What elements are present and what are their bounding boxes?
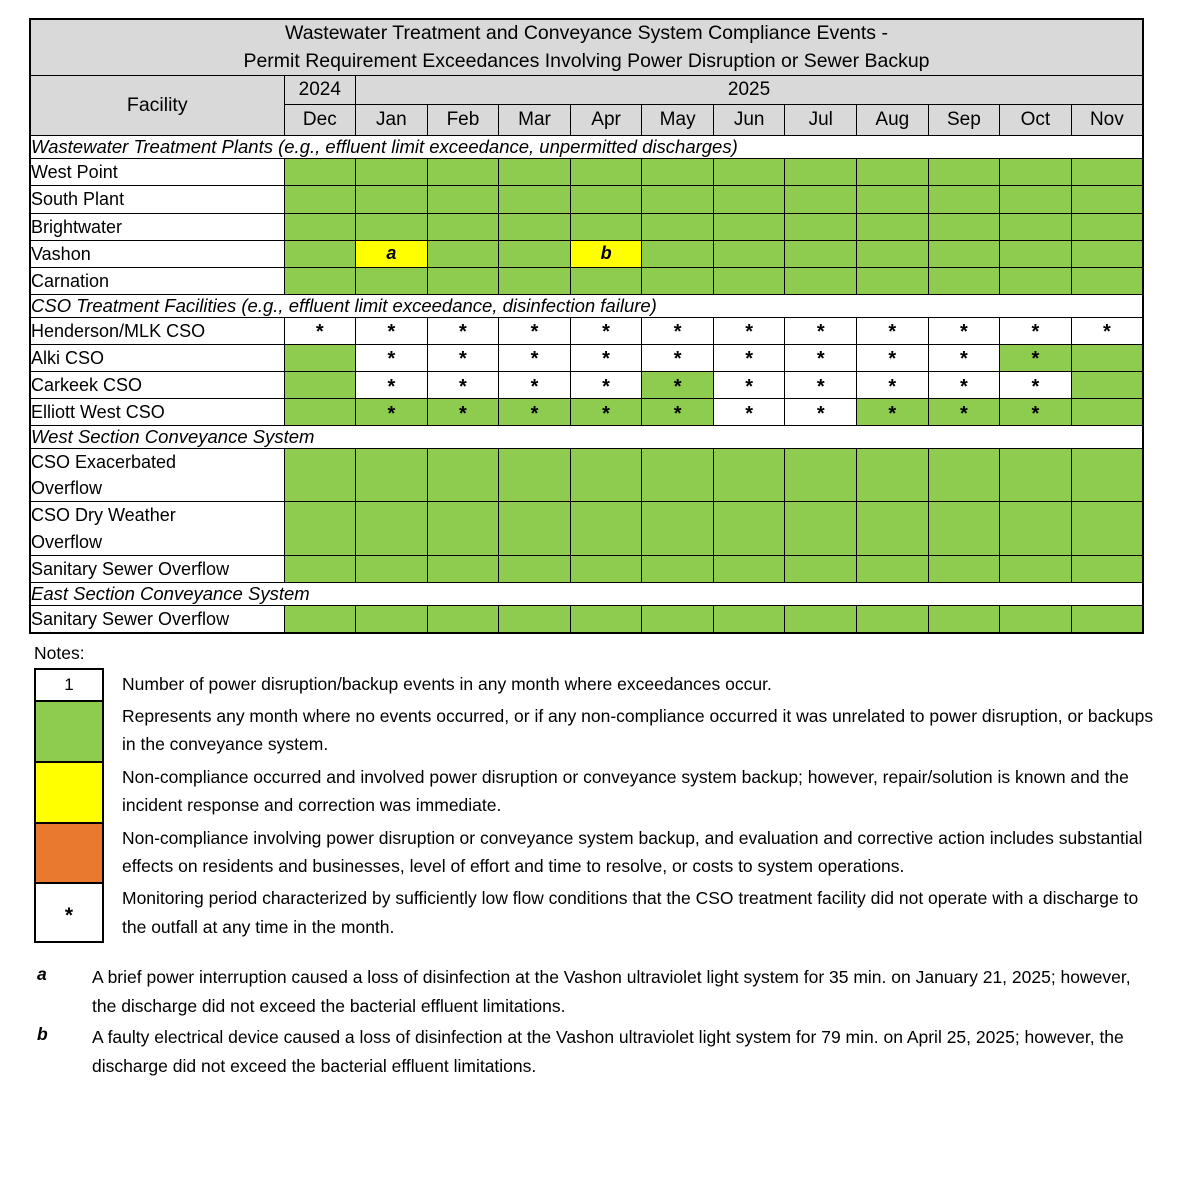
status-cell bbox=[713, 267, 785, 294]
status-cell bbox=[1071, 449, 1143, 502]
asterisk-icon: * bbox=[387, 348, 396, 371]
facility-label: South Plant bbox=[30, 186, 284, 213]
table-row bbox=[30, 555, 1143, 582]
status-cell bbox=[785, 317, 857, 344]
month-header-dec: Dec bbox=[284, 105, 356, 136]
status-cell bbox=[356, 344, 428, 371]
asterisk-icon: * bbox=[459, 402, 467, 425]
status-cell bbox=[785, 449, 857, 502]
section-heading-row bbox=[30, 136, 1143, 159]
section-heading-row bbox=[30, 582, 1143, 605]
table-row bbox=[30, 605, 1143, 633]
status-cell bbox=[713, 344, 785, 371]
month-header-jun: Jun bbox=[713, 105, 785, 136]
status-cell bbox=[642, 317, 714, 344]
table-row bbox=[30, 213, 1143, 240]
legend-swatch-green bbox=[34, 700, 104, 761]
status-cell bbox=[499, 502, 571, 555]
status-cell bbox=[857, 372, 929, 399]
notes-heading: Notes: bbox=[34, 642, 85, 663]
status-cell bbox=[284, 159, 356, 186]
asterisk-icon: * bbox=[959, 375, 968, 398]
status-cell bbox=[1071, 502, 1143, 555]
status-cell bbox=[857, 317, 929, 344]
status-cell bbox=[1071, 213, 1143, 240]
compliance-table-body bbox=[30, 19, 1143, 633]
status-cell bbox=[284, 555, 356, 582]
footnotes bbox=[37, 963, 1154, 1081]
asterisk-icon: * bbox=[816, 375, 825, 398]
asterisk-icon: * bbox=[959, 321, 968, 344]
status-cell bbox=[570, 267, 642, 294]
status-cell bbox=[1000, 159, 1072, 186]
facility-label: Elliott West CSO bbox=[30, 399, 284, 426]
status-cell bbox=[1000, 372, 1072, 399]
legend-description: Non-compliance occurred and involved power disruption or conveyance system backup; however, repair/solution is known and the incident response and correction was immediate. bbox=[122, 766, 1129, 816]
asterisk-icon: * bbox=[602, 402, 610, 425]
status-cell bbox=[713, 449, 785, 502]
section-heading-label: West Section Conveyance System bbox=[30, 426, 1143, 449]
section-heading-row bbox=[30, 294, 1143, 317]
status-cell bbox=[499, 159, 571, 186]
status-cell bbox=[928, 555, 1000, 582]
facility-label: Henderson/MLK CSO bbox=[30, 317, 284, 344]
legend-row bbox=[34, 882, 1154, 943]
table-row bbox=[30, 344, 1143, 371]
asterisk-icon: * bbox=[745, 402, 754, 425]
footnote-row bbox=[37, 1023, 1154, 1081]
asterisk-icon: * bbox=[959, 402, 968, 425]
status-cell bbox=[713, 372, 785, 399]
status-cell bbox=[427, 213, 499, 240]
status-cell bbox=[857, 267, 929, 294]
status-cell bbox=[427, 240, 499, 267]
status-cell bbox=[857, 186, 929, 213]
status-cell bbox=[642, 605, 714, 633]
asterisk-icon: * bbox=[745, 321, 754, 344]
asterisk-icon: * bbox=[1031, 348, 1040, 371]
status-cell bbox=[928, 159, 1000, 186]
status-cell bbox=[1000, 186, 1072, 213]
status-cell bbox=[1000, 449, 1072, 502]
asterisk-icon: * bbox=[459, 375, 467, 398]
status-cell bbox=[857, 240, 929, 267]
status-cell bbox=[570, 213, 642, 240]
status-cell bbox=[1071, 240, 1143, 267]
legend-description: Number of power disruption/backup events in any month where exceedances occur. bbox=[122, 673, 772, 694]
table-row bbox=[30, 240, 1143, 267]
status-cell bbox=[928, 502, 1000, 555]
status-cell bbox=[785, 186, 857, 213]
status-cell bbox=[1000, 502, 1072, 555]
status-cell bbox=[427, 372, 499, 399]
status-cell bbox=[1000, 605, 1072, 633]
status-cell bbox=[356, 213, 428, 240]
asterisk-icon: * bbox=[1031, 321, 1040, 344]
status-cell bbox=[857, 502, 929, 555]
year-header-2024: 2024 bbox=[284, 76, 356, 105]
status-cell bbox=[284, 213, 356, 240]
asterisk-icon: * bbox=[459, 321, 467, 344]
month-header-mar: Mar bbox=[499, 105, 571, 136]
status-cell bbox=[284, 502, 356, 555]
status-cell bbox=[499, 399, 571, 426]
status-cell bbox=[1000, 267, 1072, 294]
status-cell bbox=[427, 605, 499, 633]
footnote-text: A faulty electrical device caused a loss of disinfection at the Vashon ultraviolet light system for 79 min. on April 25, 2025; however, the discharge did not exceed the bacterial effluent limitations. bbox=[92, 1026, 1124, 1077]
year-header-row bbox=[30, 76, 1143, 105]
month-header-jul: Jul bbox=[785, 105, 857, 136]
section-heading-row bbox=[30, 426, 1143, 449]
status-cell bbox=[785, 372, 857, 399]
status-cell bbox=[928, 449, 1000, 502]
status-cell bbox=[356, 240, 428, 267]
status-cell bbox=[642, 159, 714, 186]
asterisk-icon: * bbox=[530, 321, 539, 344]
status-cell bbox=[284, 372, 356, 399]
status-cell bbox=[1071, 555, 1143, 582]
status-cell bbox=[1071, 267, 1143, 294]
status-cell bbox=[427, 186, 499, 213]
status-cell bbox=[857, 449, 929, 502]
status-cell bbox=[785, 555, 857, 582]
table-row bbox=[30, 267, 1143, 294]
status-cell bbox=[713, 605, 785, 633]
status-cell bbox=[284, 605, 356, 633]
status-cell bbox=[356, 159, 428, 186]
status-cell bbox=[928, 605, 1000, 633]
table-row bbox=[30, 317, 1143, 344]
notes-block bbox=[29, 643, 1154, 943]
status-cell bbox=[928, 267, 1000, 294]
status-cell bbox=[642, 372, 714, 399]
legend-description: Represents any month where no events occurred, or if any non-compliance occurred it was unrelated to power disruption, or backups in the conveyance system. bbox=[122, 706, 1154, 755]
status-cell bbox=[928, 399, 1000, 426]
status-cell bbox=[570, 502, 642, 555]
status-cell bbox=[785, 399, 857, 426]
status-cell bbox=[1000, 555, 1072, 582]
status-cell bbox=[570, 344, 642, 371]
status-cell bbox=[427, 159, 499, 186]
facility-label: Alki CSO bbox=[30, 344, 284, 371]
status-cell bbox=[785, 502, 857, 555]
status-cell bbox=[1071, 372, 1143, 399]
table-title-line2: Permit Requirement Exceedances Involving Power Disruption or Sewer Backup bbox=[243, 49, 930, 72]
asterisk-icon: * bbox=[64, 903, 74, 927]
status-cell bbox=[427, 502, 499, 555]
status-cell bbox=[785, 213, 857, 240]
status-cell bbox=[427, 555, 499, 582]
status-cell bbox=[928, 372, 1000, 399]
month-header-jan: Jan bbox=[356, 105, 428, 136]
legend-swatch-white bbox=[34, 668, 104, 700]
table-title-line1: Wastewater Treatment and Conveyance System Compliance Events - bbox=[285, 22, 888, 44]
asterisk-icon: * bbox=[673, 321, 682, 344]
status-cell bbox=[857, 605, 929, 633]
month-header-nov: Nov bbox=[1071, 105, 1143, 136]
status-cell bbox=[857, 344, 929, 371]
asterisk-icon: * bbox=[602, 375, 610, 398]
asterisk-icon: * bbox=[888, 402, 897, 425]
status-cell bbox=[1000, 240, 1072, 267]
status-cell bbox=[642, 240, 714, 267]
section-heading-label: CSO Treatment Facilities (e.g., effluent limit exceedance, disinfection failure) bbox=[30, 294, 1143, 317]
status-cell bbox=[713, 186, 785, 213]
footnote-row bbox=[37, 963, 1154, 1021]
status-cell bbox=[713, 399, 785, 426]
facility-label: CSO Exacerbated Overflow bbox=[30, 449, 284, 502]
month-header-aug: Aug bbox=[857, 105, 929, 136]
asterisk-icon: * bbox=[1102, 321, 1111, 344]
compliance-table bbox=[29, 18, 1144, 634]
legend-swatch-value: 1 bbox=[64, 674, 74, 694]
status-cell bbox=[499, 372, 571, 399]
facility-label: Carnation bbox=[30, 267, 284, 294]
status-cell bbox=[642, 449, 714, 502]
status-cell bbox=[857, 159, 929, 186]
status-cell bbox=[570, 159, 642, 186]
status-cell bbox=[1071, 605, 1143, 633]
asterisk-icon: * bbox=[959, 348, 968, 371]
status-cell bbox=[570, 372, 642, 399]
facility-column-header: Facility bbox=[30, 76, 284, 136]
legend-row bbox=[34, 668, 1154, 700]
table-row bbox=[30, 399, 1143, 426]
status-cell bbox=[284, 399, 356, 426]
footnote-marker: b bbox=[37, 1023, 48, 1044]
status-cell bbox=[284, 317, 356, 344]
facility-label: Carkeek CSO bbox=[30, 372, 284, 399]
asterisk-icon: * bbox=[673, 348, 682, 371]
status-cell bbox=[356, 317, 428, 344]
status-cell bbox=[427, 267, 499, 294]
status-cell bbox=[356, 605, 428, 633]
month-header-oct: Oct bbox=[1000, 105, 1072, 136]
status-cell bbox=[356, 449, 428, 502]
status-cell bbox=[713, 240, 785, 267]
status-cell bbox=[570, 605, 642, 633]
status-cell bbox=[499, 605, 571, 633]
status-cell bbox=[499, 449, 571, 502]
status-cell bbox=[427, 449, 499, 502]
asterisk-icon: * bbox=[602, 348, 610, 371]
status-cell bbox=[713, 317, 785, 344]
status-cell bbox=[928, 240, 1000, 267]
status-cell bbox=[1071, 344, 1143, 371]
status-cell bbox=[785, 267, 857, 294]
legend-row bbox=[34, 761, 1154, 822]
footnote-text: A brief power interruption caused a loss of disinfection at the Vashon ultraviolet light system for 35 min. on January 21, 2025; however, the discharge did not exceed the bacterial effluent limitations. bbox=[92, 966, 1131, 1016]
status-cell bbox=[356, 399, 428, 426]
legend bbox=[34, 668, 1154, 943]
status-cell bbox=[713, 213, 785, 240]
status-cell bbox=[1071, 186, 1143, 213]
status-cell bbox=[857, 213, 929, 240]
footnote-marker: a bbox=[386, 242, 397, 263]
legend-row bbox=[34, 700, 1154, 761]
status-cell bbox=[570, 449, 642, 502]
asterisk-icon: * bbox=[530, 348, 539, 371]
status-cell bbox=[356, 372, 428, 399]
asterisk-icon: * bbox=[888, 321, 897, 344]
section-heading-label: East Section Conveyance System bbox=[30, 582, 1143, 605]
asterisk-icon: * bbox=[673, 402, 682, 425]
status-cell bbox=[785, 240, 857, 267]
legend-swatch-yellow bbox=[34, 761, 104, 822]
status-cell bbox=[1000, 317, 1072, 344]
status-cell bbox=[284, 240, 356, 267]
status-cell bbox=[356, 555, 428, 582]
month-header-may: May bbox=[642, 105, 714, 136]
status-cell bbox=[427, 399, 499, 426]
status-cell bbox=[570, 240, 642, 267]
status-cell bbox=[499, 213, 571, 240]
table-row bbox=[30, 186, 1143, 213]
asterisk-icon: * bbox=[602, 321, 610, 344]
status-cell bbox=[642, 267, 714, 294]
asterisk-icon: * bbox=[387, 402, 396, 425]
status-cell bbox=[284, 449, 356, 502]
month-header-feb: Feb bbox=[427, 105, 499, 136]
facility-label: West Point bbox=[30, 159, 284, 186]
facility-label: Vashon bbox=[30, 240, 284, 267]
status-cell bbox=[928, 317, 1000, 344]
status-cell bbox=[570, 317, 642, 344]
status-cell bbox=[570, 186, 642, 213]
footnote-marker: a bbox=[37, 963, 47, 984]
status-cell bbox=[499, 317, 571, 344]
table-title-row bbox=[30, 19, 1143, 76]
status-cell bbox=[284, 344, 356, 371]
month-header-sep: Sep bbox=[928, 105, 1000, 136]
legend-swatch-white bbox=[34, 882, 104, 943]
facility-label: Sanitary Sewer Overflow bbox=[30, 605, 284, 633]
asterisk-icon: * bbox=[745, 375, 754, 398]
legend-swatch-orange bbox=[34, 822, 104, 883]
status-cell bbox=[284, 267, 356, 294]
asterisk-icon: * bbox=[888, 348, 897, 371]
status-cell bbox=[713, 159, 785, 186]
asterisk-icon: * bbox=[673, 375, 682, 398]
asterisk-icon: * bbox=[459, 348, 467, 371]
asterisk-icon: * bbox=[888, 375, 897, 398]
status-cell bbox=[284, 186, 356, 213]
legend-description: Monitoring period characterized by sufficiently low flow conditions that the CSO treatment facility did not operate with a discharge to the outfall at any time in the month. bbox=[122, 888, 1139, 937]
status-cell bbox=[499, 555, 571, 582]
table-title bbox=[30, 19, 1143, 76]
status-cell bbox=[785, 605, 857, 633]
table-row bbox=[30, 372, 1143, 399]
status-cell bbox=[1071, 317, 1143, 344]
status-cell bbox=[499, 267, 571, 294]
status-cell bbox=[642, 502, 714, 555]
year-header-2025: 2025 bbox=[356, 76, 1143, 105]
status-cell bbox=[499, 186, 571, 213]
status-cell bbox=[1071, 399, 1143, 426]
status-cell bbox=[1071, 159, 1143, 186]
status-cell bbox=[1000, 213, 1072, 240]
table-row bbox=[30, 159, 1143, 186]
status-cell bbox=[499, 240, 571, 267]
month-header-apr: Apr bbox=[570, 105, 642, 136]
asterisk-icon: * bbox=[387, 375, 396, 398]
status-cell bbox=[427, 317, 499, 344]
table-row bbox=[30, 502, 1143, 555]
asterisk-icon: * bbox=[387, 321, 396, 344]
status-cell bbox=[713, 555, 785, 582]
status-cell bbox=[1000, 344, 1072, 371]
asterisk-icon: * bbox=[315, 321, 324, 344]
status-cell bbox=[356, 186, 428, 213]
status-cell bbox=[570, 399, 642, 426]
status-cell bbox=[928, 344, 1000, 371]
status-cell bbox=[785, 344, 857, 371]
asterisk-icon: * bbox=[1031, 375, 1040, 398]
status-cell bbox=[570, 555, 642, 582]
legend-description: Non-compliance involving power disruption or conveyance system backup, and evaluation and corrective action includes substantial effects on residents and businesses, level of effort and time to resolve, or costs to system operations. bbox=[122, 827, 1143, 876]
legend-row bbox=[34, 822, 1154, 883]
section-heading-label: Wastewater Treatment Plants (e.g., effluent limit exceedance, unpermitted discharges) bbox=[30, 136, 1143, 159]
asterisk-icon: * bbox=[745, 348, 754, 371]
status-cell bbox=[642, 344, 714, 371]
status-cell bbox=[642, 213, 714, 240]
status-cell bbox=[356, 502, 428, 555]
table-row bbox=[30, 449, 1143, 502]
status-cell bbox=[427, 344, 499, 371]
status-cell bbox=[356, 267, 428, 294]
status-cell bbox=[642, 186, 714, 213]
status-cell bbox=[499, 344, 571, 371]
asterisk-icon: * bbox=[530, 402, 539, 425]
asterisk-icon: * bbox=[530, 375, 539, 398]
status-cell bbox=[713, 502, 785, 555]
facility-label: Brightwater bbox=[30, 213, 284, 240]
asterisk-icon: * bbox=[1031, 402, 1040, 425]
status-cell bbox=[928, 213, 1000, 240]
footnote-marker: b bbox=[600, 242, 612, 263]
status-cell bbox=[928, 186, 1000, 213]
asterisk-icon: * bbox=[816, 321, 825, 344]
facility-label: Sanitary Sewer Overflow bbox=[30, 555, 284, 582]
asterisk-icon: * bbox=[816, 402, 825, 425]
facility-label: CSO Dry Weather Overflow bbox=[30, 502, 284, 555]
asterisk-icon: * bbox=[816, 348, 825, 371]
status-cell bbox=[857, 399, 929, 426]
status-cell bbox=[642, 555, 714, 582]
status-cell bbox=[1000, 399, 1072, 426]
status-cell bbox=[857, 555, 929, 582]
status-cell bbox=[785, 159, 857, 186]
status-cell bbox=[642, 399, 714, 426]
